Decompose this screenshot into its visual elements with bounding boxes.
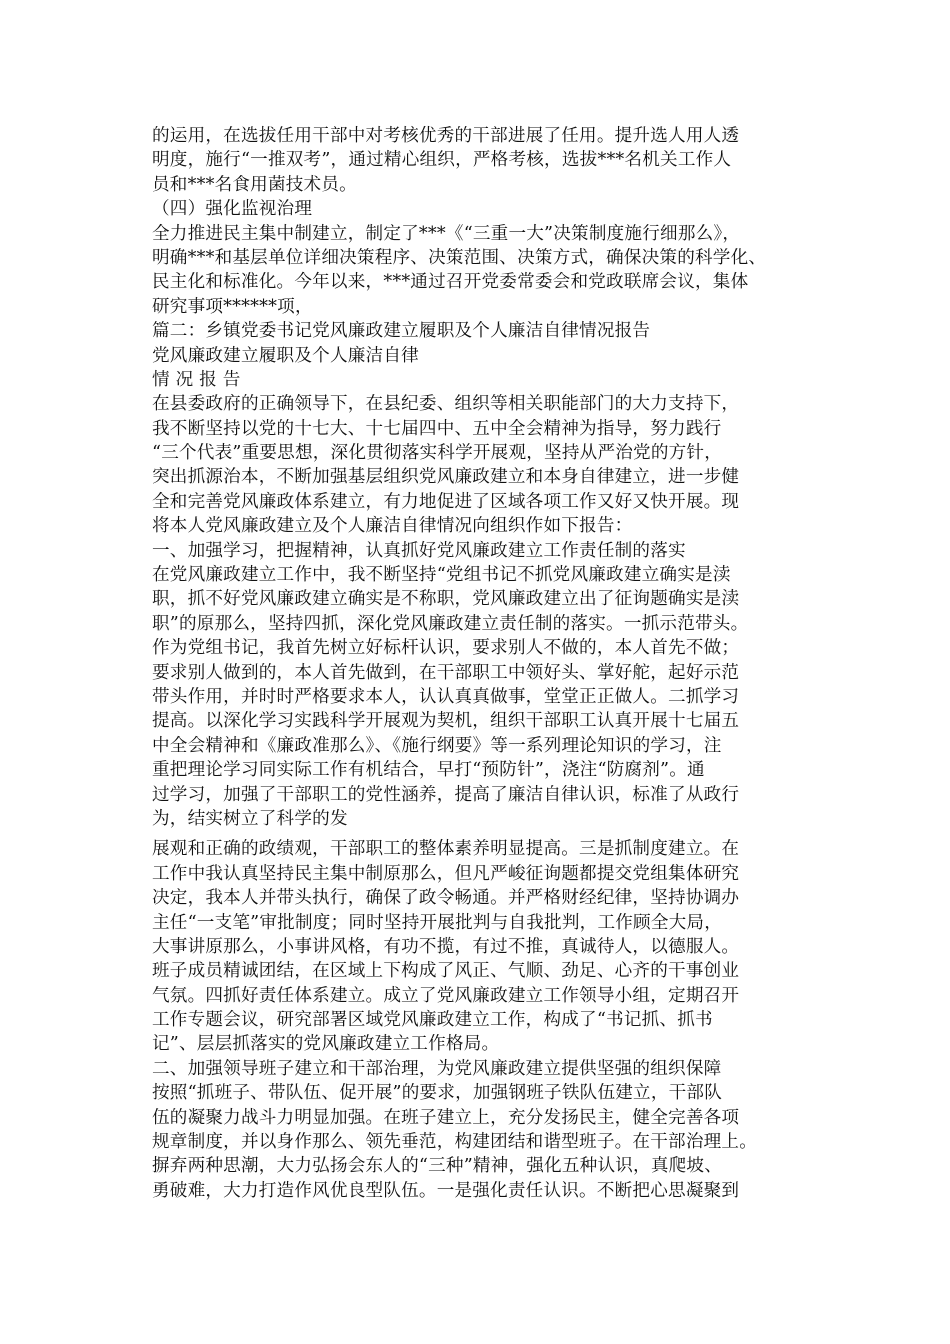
text-line: 提高。以深化学习实践科学开展观为契机，组织干部职工认真开展十七届五 xyxy=(152,711,740,732)
text-line: 展观和正确的政绩观，干部职工的整体素养明显提高。三是抓制度建立。在 xyxy=(152,839,740,860)
text-line: 职，抓不好党风廉政建立确实是不称职，党风廉政建立出了征询题确实是渎 xyxy=(152,589,740,610)
text-line: 职”的原那么，坚持四抓，深化党风廉政建立责任制的落实。一抓示范带头。 xyxy=(152,613,749,634)
text-line: 民主化和标准化。今年以来，***通过召开党委常委会和党政联席会议，集体 xyxy=(152,272,749,293)
article-title: 篇二：乡镇党委书记党风廉政建立履职及个人廉洁自律情况报告 xyxy=(152,321,651,342)
text-line: 明确***和基层单位详细决策程序、决策范围、决策方式，确保决策的科学化、 xyxy=(152,247,767,268)
text-line: 伍的凝聚力战斗力明显加强。在班子建立上，充分发扬民主，健全完善各项 xyxy=(152,1107,740,1128)
section-heading: （四）强化监视治理 xyxy=(152,199,313,220)
text-line: “三个代表”重要思想，深化贯彻落实科学开展观，坚持从严治党的方针， xyxy=(152,443,722,464)
report-title: 党风廉政建立履职及个人廉洁自律 xyxy=(152,345,419,366)
text-line: 工作中我认真坚持民主集中制原那么，但凡严峻征询题都提交党组集体研究 xyxy=(152,863,740,884)
text-line: 研究事项******项， xyxy=(152,296,313,317)
text-line: 勇破难，大力打造作风优良型队伍。一是强化责任认识。不断把心思凝聚到 xyxy=(152,1180,740,1201)
text-line: 的运用，在选拔任用干部中对考核优秀的干部进展了任用。提升选人用人透 xyxy=(152,126,740,146)
text-line: 气氛。四抓好责任体系建立。成立了党风廉政建立工作领导小组，定期召开 xyxy=(152,985,740,1006)
text-line: 全力推进民主集中制建立，制定了***《“三重一大”决策制度施行细那么》， xyxy=(152,223,741,244)
text-line: 中全会精神和《廉政准那么》、《施行纲要》等一系列理论知识的学习，注 xyxy=(152,735,722,756)
text-line: 明度，施行“一推双考”，通过精心组织，严格考核，选拔***名机关工作人 xyxy=(152,150,732,171)
text-line: 记”、层层抓落实的党风廉政建立工作格局。 xyxy=(152,1034,500,1055)
text-block-2 xyxy=(152,837,802,1203)
text-line: 突出抓源治本，不断加强基层组织党风廉政建立和本身自律建立，进一步健 xyxy=(152,467,740,488)
text-line: 决定，我本人并带头执行，确保了政令畅通。并严格财经纪律，坚持协调办 xyxy=(152,888,740,909)
section-heading: 一、加强学习，把握精神，认真抓好党风廉政建立工作责任制的落实 xyxy=(152,540,686,561)
section-heading: 二、加强领导班子建立和干部治理，为党风廉政建立提供坚强的组织保障 xyxy=(152,1058,722,1079)
text-line: 作为党组书记，我首先树立好标杆认识，要求别人不做的，本人首先不做； xyxy=(152,638,740,659)
document-page xyxy=(152,124,802,1203)
text-block-1 xyxy=(152,124,802,831)
text-line: 大事讲原那么，小事讲风格，有功不揽，有过不推，真诚待人，以德服人。 xyxy=(152,936,740,957)
text-line: 带头作用，并时时严格要求本人，认认真真做事，堂堂正正做人。二抓学习 xyxy=(152,686,740,707)
text-line: 主任“一支笔”审批制度；同时坚持开展批判与自我批判，工作顾全大局， xyxy=(152,912,722,933)
text-line: 为，结实树立了科学的发 xyxy=(152,808,348,829)
text-line: 摒弃两种思潮，大力弘扬会东人的“三种”精神，强化五种认识，真爬坡、 xyxy=(152,1156,722,1177)
text-line: 全和完善党风廉政体系建立，有力地促进了区域各项工作又好又快开展。现 xyxy=(152,491,740,512)
text-line: 员和***名食用菌技术员。 xyxy=(152,174,357,195)
text-line: 规章制度，并以身作那么、领先垂范，构建团结和谐型班子。在干部治理上。 xyxy=(152,1132,757,1153)
text-line: 重把理论学习同实际工作有机结合，早打“预防针”，浇注“防腐剂”。通 xyxy=(152,760,705,781)
text-line: 将本人党风廉政建立及个人廉洁自律情况向组织作如下报告： xyxy=(152,516,633,537)
text-line: 在党风廉政建立工作中，我不断坚持“党组书记不抓党风廉政建立确实是渎 xyxy=(152,565,731,586)
text-line: 过学习，加强了干部职工的党性涵养，提高了廉洁自律认识，标准了从政行 xyxy=(152,784,740,805)
text-line: 我不断坚持以党的十七大、十七届四中、五中全会精神为指导，努力践行 xyxy=(152,418,722,439)
text-line: 在县委政府的正确领导下，在县纪委、组织等相关职能部门的大力支持下， xyxy=(152,394,740,415)
text-line: 按照“抓班子、带队伍、促开展”的要求，加强钢班子铁队伍建立，干部队 xyxy=(152,1083,722,1104)
text-line: 班子成员精诚团结，在区域上下构成了风正、气顺、劲足、心齐的干事创业 xyxy=(152,961,740,982)
text-line: 要求别人做到的，本人首先做到，在干部职工中领好头、掌好舵，起好示范 xyxy=(152,662,740,683)
text-line: 工作专题会议，研究部署区域党风廉政建立工作，构成了“书记抓、抓书 xyxy=(152,1010,713,1031)
report-subtitle: 情 况 报 告 xyxy=(152,369,241,390)
